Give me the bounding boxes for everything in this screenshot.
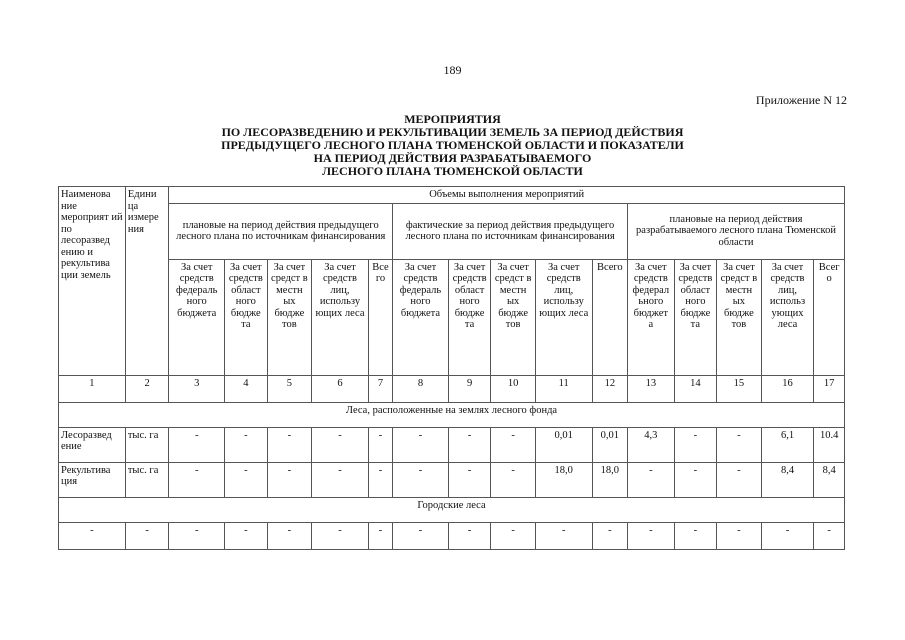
table-cell: -: [312, 427, 369, 462]
column-number-cell: 12: [592, 375, 627, 402]
group-header-planned-prev: плановые на период действия предыдущего лесного плана по источникам финансирования: [169, 203, 393, 259]
table-cell: 8,4: [814, 462, 845, 497]
subheader: За счет средст в местн ых бюдже тов: [491, 259, 536, 375]
column-number-cell: 14: [674, 375, 717, 402]
table-cell: -: [717, 427, 762, 462]
subheader: За счет средств област ного бюдже та: [674, 259, 717, 375]
table-cell: -: [169, 462, 225, 497]
col-name-header: Наименова ние мероприят ий по лесоразвед ению и рекультива ции земель: [59, 187, 126, 376]
section-row-forest-fund: [59, 402, 845, 427]
document-title: [0, 113, 905, 178]
table-cell: 18,0: [592, 462, 627, 497]
table-cell: -: [125, 522, 169, 549]
table-cell: -: [393, 427, 449, 462]
col-unit-header: Едини ца измере ния: [125, 187, 169, 376]
section-title: Городские леса: [59, 497, 845, 522]
subheader: За счет средств лиц, использ ующих леса: [761, 259, 814, 375]
table-cell: -: [535, 522, 592, 549]
column-number-cell: 15: [717, 375, 762, 402]
table-cell: -: [674, 462, 717, 497]
table-cell: -: [628, 522, 675, 549]
subheader: Всего: [592, 259, 627, 375]
table-cell: тыс. га: [125, 427, 169, 462]
table-cell: -: [169, 427, 225, 462]
subheader: Всег о: [814, 259, 845, 375]
header-row-2: [59, 203, 845, 259]
subheader: За счет средств лиц, использу ющих леса: [312, 259, 369, 375]
volumes-header: Объемы выполнения мероприятий: [169, 187, 845, 204]
table-cell: -: [491, 462, 536, 497]
column-number-cell: 16: [761, 375, 814, 402]
table-cell: -: [717, 522, 762, 549]
table-row: [59, 462, 845, 497]
column-number-cell: 8: [393, 375, 449, 402]
appendix-label: Приложение N 12: [755, 93, 847, 107]
column-number-cell: 1: [59, 375, 126, 402]
table-cell: -: [225, 427, 268, 462]
title-line: МЕРОПРИЯТИЯ: [404, 112, 501, 126]
table-row: [59, 427, 845, 462]
subheader: За счет средств федераль ного бюджета: [393, 259, 449, 375]
subheader: За счет средств федераль ного бюджета: [169, 259, 225, 375]
subheader: Все го: [368, 259, 392, 375]
title-line: НА ПЕРИОД ДЕЙСТВИЯ РАЗРАБАТЫВАЕМОГО: [313, 151, 592, 165]
table-cell: -: [393, 522, 449, 549]
table-cell: -: [674, 522, 717, 549]
section-title: Леса, расположенные на землях лесного фонда: [59, 402, 845, 427]
table-cell: -: [368, 462, 392, 497]
row-label: Рекультива ция: [59, 462, 126, 497]
row-label: Лесоразвед ение: [59, 427, 126, 462]
header-row-3: [59, 259, 845, 375]
table-cell: -: [674, 427, 717, 462]
column-number-cell: 9: [448, 375, 491, 402]
subheader: За счет средств област ного бюдже та: [448, 259, 491, 375]
table-cell: 6,1: [761, 427, 814, 462]
table-cell: -: [59, 522, 126, 549]
column-number-cell: 5: [267, 375, 312, 402]
table-cell: 4,3: [628, 427, 675, 462]
table-cell: -: [225, 462, 268, 497]
column-number-cell: 7: [368, 375, 392, 402]
table-cell: -: [592, 522, 627, 549]
subheader: За счет средст в местн ых бюдже тов: [717, 259, 762, 375]
table-cell: -: [717, 462, 762, 497]
measures-table: [58, 186, 845, 550]
group-header-planned-new: плановые на период действия разрабатываемого лесного плана Тюменской области: [628, 203, 845, 259]
column-number-cell: 17: [814, 375, 845, 402]
subheader: За счет средств федерал ьного бюджет а: [628, 259, 675, 375]
table-cell: тыс. га: [125, 462, 169, 497]
table-cell: -: [267, 462, 312, 497]
column-number-cell: 13: [628, 375, 675, 402]
column-number-row: [59, 375, 845, 402]
subheader: За счет средств лиц, использу ющих леса: [535, 259, 592, 375]
page-number: 189: [443, 63, 462, 77]
subheader: За счет средст в местн ых бюдже тов: [267, 259, 312, 375]
table-cell: 18,0: [535, 462, 592, 497]
table-cell: -: [448, 427, 491, 462]
title-line: ПО ЛЕСОРАЗВЕДЕНИЮ И РЕКУЛЬТИВАЦИИ ЗЕМЕЛЬ ЗА ПЕРИОД ДЕЙСТВИЯ: [221, 125, 684, 139]
table-cell: -: [267, 427, 312, 462]
table-cell: 8,4: [761, 462, 814, 497]
column-number-cell: 3: [169, 375, 225, 402]
table-row: [59, 522, 845, 549]
table-cell: -: [368, 427, 392, 462]
column-number-cell: 10: [491, 375, 536, 402]
table-cell: -: [761, 522, 814, 549]
title-line: ПРЕДЫДУЩЕГО ЛЕСНОГО ПЛАНА ТЮМЕНСКОЙ ОБЛАСТИ И ПОКАЗАТЕЛИ: [221, 138, 684, 152]
subheader: За счет средств област ного бюдже та: [225, 259, 268, 375]
table-cell: 0,01: [592, 427, 627, 462]
table-cell: -: [312, 522, 369, 549]
section-row-city-forests: [59, 497, 845, 522]
column-number-cell: 4: [225, 375, 268, 402]
table-cell: -: [169, 522, 225, 549]
table-cell: -: [491, 427, 536, 462]
header-row-1: [59, 187, 845, 204]
column-number-cell: 11: [535, 375, 592, 402]
table-cell: -: [628, 462, 675, 497]
table-cell: 0,01: [535, 427, 592, 462]
table-cell: -: [448, 462, 491, 497]
table-cell: -: [448, 522, 491, 549]
group-header-actual-prev: фактические за период действия предыдущего лесного плана по источникам финансирования: [393, 203, 628, 259]
title-line: ЛЕСНОГО ПЛАНА ТЮМЕНСКОЙ ОБЛАСТИ: [322, 164, 583, 178]
table-cell: -: [368, 522, 392, 549]
column-number-cell: 6: [312, 375, 369, 402]
table-cell: -: [267, 522, 312, 549]
table-cell: 10.4: [814, 427, 845, 462]
table-cell: -: [814, 522, 845, 549]
table-cell: -: [312, 462, 369, 497]
table-cell: -: [225, 522, 268, 549]
table-cell: -: [393, 462, 449, 497]
table-cell: -: [491, 522, 536, 549]
column-number-cell: 2: [125, 375, 169, 402]
